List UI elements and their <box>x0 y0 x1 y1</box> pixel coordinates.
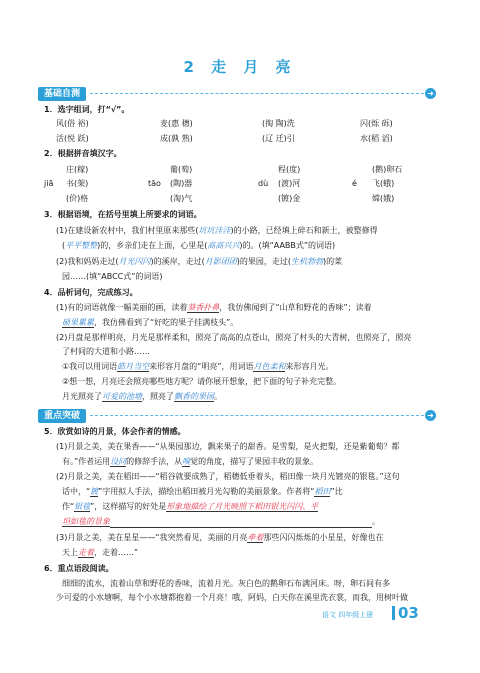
q1-item: (掏 陶)洗 <box>262 119 295 128</box>
q5-line: (1)月景之美，美在果香——“从果园那边，飘来果子的甜香。是雪梨，是火把梨，还是紫葡萄？都 <box>56 442 400 451</box>
question-6-prompt: 6．重点语段阅读。 <box>44 564 114 573</box>
q1-item: 水(稻 滔) <box>360 134 393 143</box>
question-5-prompt: 5．欣赏如诗的月景，体会作者的情感。 <box>44 427 186 436</box>
q4-text: ，我仿佛闻到了“山草和野花的香味”；读着 <box>219 303 372 312</box>
pinyin-label: jiā <box>44 179 54 188</box>
q5-text: 话中，“ <box>62 487 91 496</box>
q3-text: )的菜 <box>322 257 343 266</box>
q5-answer: 牵着 <box>247 533 264 542</box>
q4-line: (2)月盘是那样明亮，月光是那样柔和，照亮了高高的点苍山，照亮了村头的大青树，也照亮了，照亮 <box>56 333 412 342</box>
section-divider <box>90 415 424 416</box>
q1-item: 风(俗 裕) <box>56 119 89 128</box>
q3-answer: 月影团团 <box>204 257 237 266</box>
q5-answer: 坦如毯的景象 <box>62 517 110 526</box>
q3-line <box>62 240 335 251</box>
section-divider <box>90 93 424 94</box>
arrow-icon: ➜ <box>425 410 436 421</box>
q5-text: 有。”作者运用 <box>62 457 111 466</box>
q3-text: )的。(填“AABB式”的词语) <box>239 241 336 250</box>
q5-text: 那些闪闪烁烁的小星星，好像也在 <box>263 533 384 542</box>
q2-word: 书(架) <box>66 179 89 188</box>
q2-word: (渡)河 <box>278 179 301 188</box>
q3-text: ( <box>62 241 66 250</box>
section-label: 基础自测 <box>38 87 86 101</box>
section-header-key <box>38 409 436 423</box>
q2-word: (陶)器 <box>170 179 193 188</box>
q5-line <box>62 456 318 467</box>
q3-line <box>56 225 378 236</box>
q4-line: 了村间的大道和小路…… <box>62 347 150 356</box>
q4-answer: 飘香的果园 <box>174 392 214 401</box>
q3-text: )的溪岸，走过( <box>150 257 205 266</box>
reading-passage-line: 少可爱的小水塘啊，每个小水塘都抱着一个月亮！哦，阿妈，白天你在溪里洗衣裳，而我，用树叶做 <box>56 593 408 602</box>
q5-answer: 镀 <box>90 487 99 496</box>
q3-text: (1)在建设新农村中，我们村里原来那些( <box>56 226 199 235</box>
q3-text: )的果园，走过( <box>236 257 291 266</box>
q5-text: 的修辞手法，从 <box>126 457 183 466</box>
q3-line <box>56 256 342 267</box>
q4-answer: 可爱的池塘 <box>102 392 142 401</box>
q3-answer: 生机勃勃 <box>290 257 323 266</box>
q2-word: (鹅)卵石 <box>372 165 403 174</box>
page-number: 03 <box>398 604 419 622</box>
q3-text: )的小路，已经填上碎石和新土，被整修得 <box>230 226 378 235</box>
q4-line: ②想一想，月亮还会照亮哪些地方呢？请你展开想象，把下面的句子补充完整。 <box>62 377 342 386</box>
q5-text: ”比 <box>330 487 343 496</box>
q2-word: 程(度) <box>278 165 301 174</box>
q5-line <box>62 516 380 528</box>
q1-item: 成(孰 熟) <box>160 134 193 143</box>
q4-line <box>62 391 222 402</box>
q4-text: 。 <box>214 392 222 401</box>
q4-line <box>62 361 333 372</box>
q4-text: ①我可以用词语 <box>62 362 118 371</box>
q2-word: 庄(稼) <box>66 165 89 174</box>
question-4-prompt: 4．品析词句，完成练习。 <box>44 288 138 297</box>
q5-answer: 嗅 <box>182 457 191 466</box>
q4-text: 来形容月盘的“明亮”，用词语 <box>149 362 254 371</box>
q5-line: (2)月景之美，美在稻田——“稻谷就要成熟了，稻穗低垂着头，稻田像一块月光镀亮的银毯。”这句 <box>56 472 400 481</box>
q4-answer: 硕果累累 <box>62 318 94 327</box>
reading-passage-line: 细细的流水，流着山草和野花的香味，流着月光。灰白色的鹅卵石布满河床。呀，卵石间有多 <box>62 579 390 588</box>
q5-text: ，走着……” <box>94 548 139 557</box>
footer-subject: 语文 四年级上册 <box>322 611 374 619</box>
q5-answer: 形象地描绘了月光映照下稻田银光闪闪、平 <box>166 502 319 511</box>
pinyin-label: é <box>352 179 357 188</box>
q3-answer: 高高兴兴 <box>207 241 240 250</box>
q5-answer: 设问 <box>110 457 127 466</box>
q5-text: ”字用拟人手法，描绘出稻田被月光勾勒的美丽景象。作者将“ <box>98 487 315 496</box>
q1-item: 活(悦 跃) <box>56 134 89 143</box>
q5-line <box>56 532 383 543</box>
q4-answer: 葵香扑鼻 <box>187 303 220 312</box>
q3-answer: 平平整整 <box>65 241 98 250</box>
q5-answer: 稻田 <box>314 487 331 496</box>
q5-line <box>62 486 343 497</box>
q4-line <box>62 317 238 328</box>
q2-word: 飞(蛾) <box>372 179 395 188</box>
q2-word: (淘)气 <box>170 194 193 203</box>
q1-item: 麦(惠 穗) <box>160 119 193 128</box>
q2-word: 葡(萄) <box>170 165 193 174</box>
q3-text: )的，乡亲们走在上面，心里是( <box>97 241 208 250</box>
q4-line <box>56 302 372 313</box>
q5-line <box>62 501 318 512</box>
q3-answer: 月光闪闪 <box>118 257 151 266</box>
pinyin-label: dù <box>258 179 269 188</box>
q3-text: (2)我和妈妈走过( <box>56 257 119 266</box>
q4-text: 来形容月光。 <box>285 362 334 371</box>
q4-answer: 皓月当空 <box>117 362 150 371</box>
q1-item: (辽 迁)引 <box>262 134 295 143</box>
section-label: 重点突破 <box>38 409 86 423</box>
q5-text: 作“ <box>62 502 75 511</box>
q5-text: (3)月景之美，美在星星——“我突然看见，美丽的月亮 <box>56 533 248 542</box>
question-1-prompt: 1．选字组词，打“√”。 <box>44 105 130 114</box>
q4-text: ，我仿佛看到了“好吃的果子挂满枝头”。 <box>94 318 239 327</box>
q5-answer: 银毯 <box>74 502 91 511</box>
q5-line <box>62 547 138 558</box>
section-header-basic <box>38 87 436 101</box>
q2-word: (镀)金 <box>278 194 301 203</box>
q3-answer: 坑坑洼洼 <box>198 226 231 235</box>
q3-line: 园……(填“ABCC式”的词语) <box>62 272 163 281</box>
q5-text: 。 <box>372 517 380 526</box>
q2-word: 嫦(娥) <box>372 194 395 203</box>
answer-blank-line <box>110 518 372 528</box>
q2-word: (价)格 <box>66 194 89 203</box>
page-number-divider <box>392 606 395 620</box>
question-3-prompt: 3．根据语境，在括号里填上所要求的词语。 <box>44 210 202 219</box>
q4-text: (1)有的词语就像一幅美丽的画，读着 <box>56 303 188 312</box>
lesson-title: 2 走 月 亮 <box>183 58 297 76</box>
pinyin-label: tāo <box>148 179 161 188</box>
q5-text: ”，这样描写的好处是 <box>90 502 167 511</box>
q4-answer: 月色柔和 <box>253 362 286 371</box>
q5-text: 觉的角度，描写了果园丰收的景象。 <box>190 457 319 466</box>
q1-item: 闪(烁 砾) <box>360 119 393 128</box>
q5-text: 天上 <box>62 548 78 557</box>
q4-text: 月光照亮了 <box>62 392 102 401</box>
question-2-prompt: 2．根据拼音填汉字。 <box>44 149 122 158</box>
q5-answer: 走着 <box>78 548 94 557</box>
q4-text: ，照亮了 <box>142 392 174 401</box>
arrow-icon: ➜ <box>425 88 436 99</box>
